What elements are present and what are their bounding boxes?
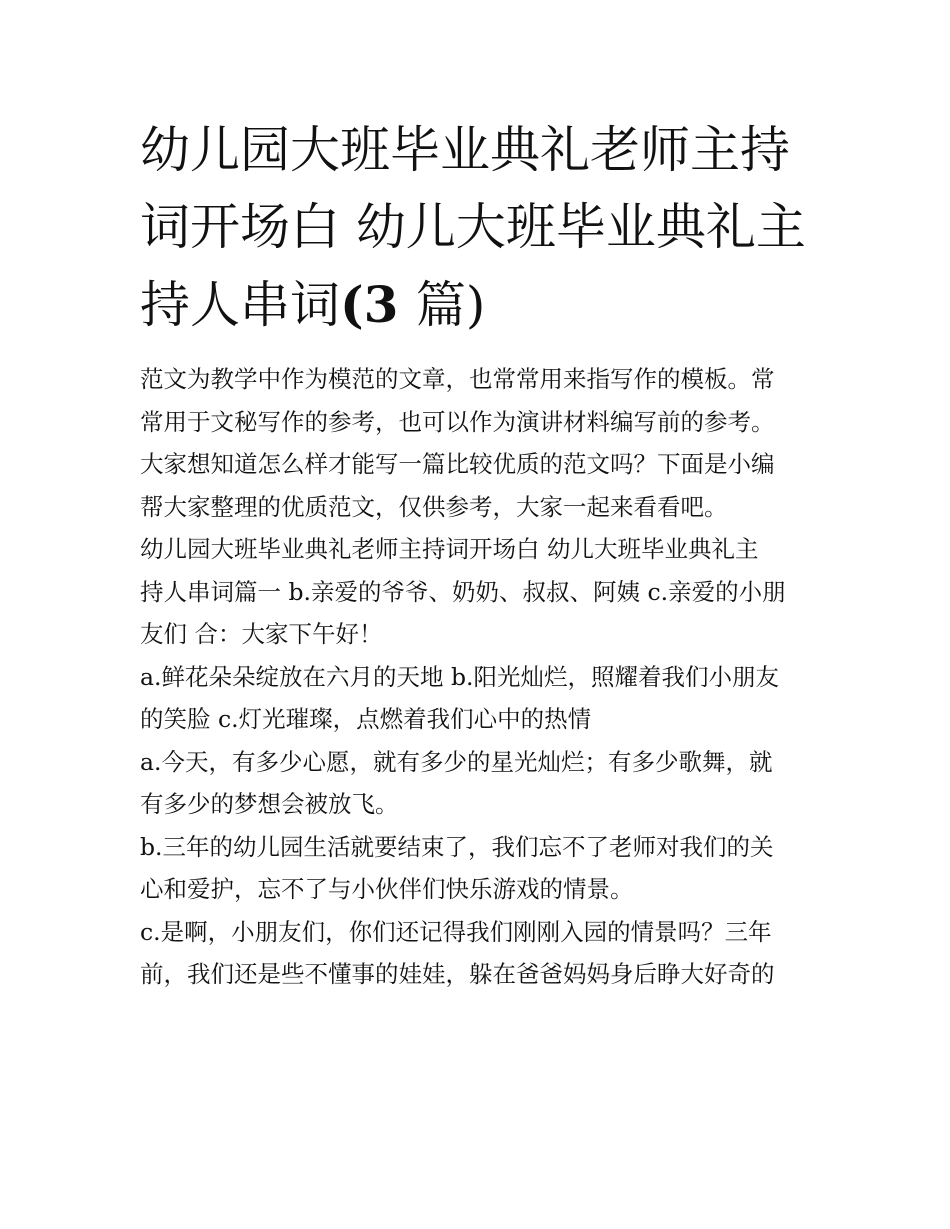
body-line: 范文为教学中作为模范的文章，也常常用来指写作的模板。常 [140, 365, 775, 393]
body-line: b.三年的幼儿园生活就要结束了，我们忘不了老师对我们的关 [140, 832, 774, 861]
title-line-3-text: 持人串词 [140, 276, 340, 334]
title-count-suffix: 篇) [415, 276, 486, 334]
title-line-2: 词开场白 幼儿大班毕业典礼主 [140, 198, 806, 256]
document-body [140, 358, 830, 996]
title-line-1: 幼儿园大班毕业典礼老师主持 [140, 121, 790, 179]
body-line: 幼儿园大班毕业典礼老师主持词开场白 幼儿大班毕业典礼主 [140, 535, 759, 563]
body-line: 有多少的梦想会被放飞。 [140, 790, 399, 818]
body-line: c.是啊，小朋友们，你们还记得我们刚刚入园的情景吗？三年 [140, 917, 772, 946]
body-line: 常用于文秘写作的参考，也可以作为演讲材料编写前的参考。 [140, 407, 775, 436]
title-count-number: (3 [340, 275, 416, 334]
body-line: 友们 合：大家下午好！ [140, 620, 383, 648]
body-line: 大家想知道怎么样才能写一篇比较优质的范文吗？下面是小编 [140, 450, 775, 478]
body-line: 的笑脸 c.灯光璀璨，点燃着我们心中的热情 [140, 705, 592, 733]
body-line: 持人串词篇一 b.亲爱的爷爷、奶奶、叔叔、阿姨 c.亲爱的小朋 [140, 577, 786, 606]
body-line: 帮大家整理的优质范文，仅供参考，大家一起来看看吧。 [140, 492, 728, 521]
body-line: 心和爱护，忘不了与小伙伴们快乐游戏的情景。 [140, 875, 634, 903]
body-line: 前，我们还是些不懂事的娃娃，躲在爸爸妈妈身后睁大好奇的 [140, 960, 775, 988]
title-line-3 [140, 266, 820, 344]
document-title [140, 112, 820, 344]
body-line: a.今天，有多少心愿，就有多少的星光灿烂；有多少歌舞，就 [140, 747, 773, 776]
body-line: a.鲜花朵朵绽放在六月的天地 b.阳光灿烂，照耀着我们小朋友 [140, 662, 779, 691]
